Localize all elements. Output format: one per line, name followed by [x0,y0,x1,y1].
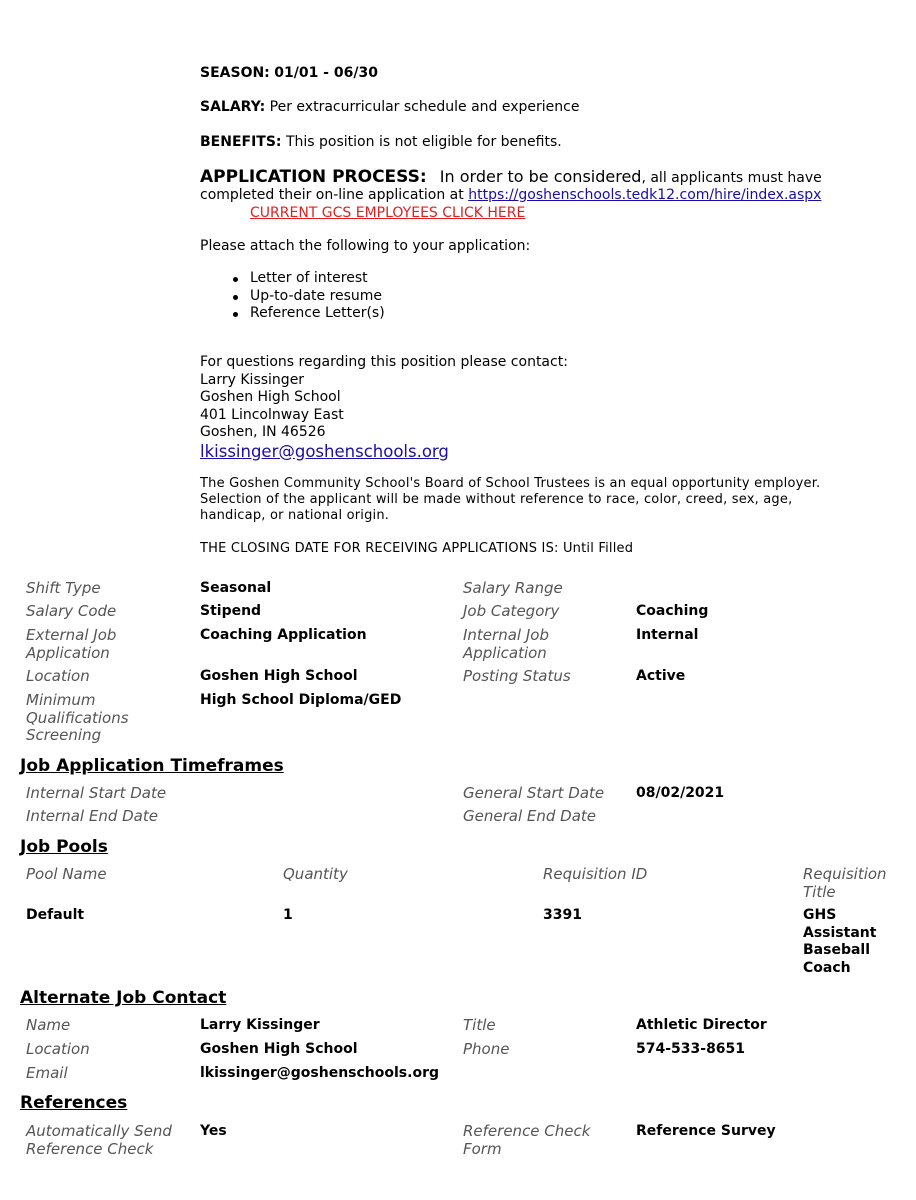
general-end-label: General End Date [463,807,597,825]
contact-email-link[interactable]: lkissinger@goshenschools.org [200,441,449,461]
posting-status-label: Posting Status [463,667,571,685]
references-heading: References [20,1093,128,1113]
contact-city: Goshen, IN 46526 [200,424,326,440]
internal-application-label-line1: Internal Job [463,626,549,644]
salary-range-label: Salary Range [463,579,563,597]
application-process-line2-text: completed their on-line application at [200,187,464,203]
contact-block [200,354,568,461]
alt-title-label: Title [463,1016,496,1034]
benefits-value: This position is not eligible for benefits. [285,134,562,150]
benefits-label: BENEFITS: [200,134,282,150]
alt-location-label: Location [26,1040,90,1058]
min-qualifications-label-line3: Screening [26,726,102,744]
contact-intro: For questions regarding this position please contact: [200,354,568,370]
internal-application-label [463,627,549,662]
attach-intro: Please attach the following to your application: [200,238,531,254]
pool-name-value: Default [26,907,85,923]
eoe-block [200,476,820,524]
auto-send-label-line1: Automatically Send [26,1122,172,1140]
application-process-text-a: In order to be considered [439,167,642,186]
apply-url-link[interactable]: https://goshenschools.tedk12.com/hire/index.aspx [468,187,822,203]
requisition-title-line1: GHS [803,907,837,923]
alt-location-value: Goshen High School [200,1041,358,1057]
contact-address: 401 Lincolnway East [200,406,344,423]
season-line [200,65,378,81]
alt-email-label: Email [26,1064,68,1082]
reference-form-value: Reference Survey [636,1123,776,1139]
shift-type-value: Seasonal [200,580,272,596]
closing-date: THE CLOSING DATE FOR RECEIVING APPLICATIONS IS: Until Filled [200,541,634,556]
benefits-line [200,134,562,150]
salary-line [200,99,579,115]
list-item: Reference Letter(s) [250,305,385,321]
eoe-line-3: handicap, or national origin. [200,508,390,523]
job-category-label: Job Category [463,602,560,620]
requisition-title-line4: Coach [803,959,851,976]
reference-form-label-line2: Form [463,1139,502,1158]
posting-status-value: Active [636,668,686,684]
min-qualifications-value: High School Diploma/GED [200,692,402,708]
job-category-value: Coaching [636,603,709,619]
pool-name-header: Pool Name [26,865,107,883]
application-process-line2 [200,187,821,203]
internal-application-label-line2: Application [463,643,547,662]
quantity-value: 1 [283,907,293,923]
requisition-title-header-line2: Title [803,882,836,901]
auto-send-label [26,1123,172,1158]
alt-name-value: Larry Kissinger [200,1017,320,1033]
application-process-line [200,167,822,187]
general-start-label: General Start Date [463,784,605,802]
general-start-value: 08/02/2021 [636,785,725,801]
season-label: SEASON: [200,65,270,81]
reference-form-label [463,1123,590,1158]
location-label: Location [26,667,90,685]
auto-send-value: Yes [200,1123,227,1139]
requisition-title-line2: Assistant [803,924,877,941]
requisition-title-header [803,866,887,901]
salary-code-label: Salary Code [26,602,117,620]
external-application-label-line2: Application [26,643,110,662]
salary-label: SALARY: [200,99,266,115]
list-item: Letter of interest [250,270,385,288]
min-qualifications-label-line1: Minimum [26,691,96,709]
requisition-title-line3: Baseball [803,942,871,958]
auto-send-label-line2: Reference Check [26,1139,154,1158]
location-value: Goshen High School [200,668,358,684]
requisition-id-header: Requisition ID [543,865,648,883]
alt-phone-value: 574-533-8651 [636,1041,746,1057]
alternate-contact-heading: Alternate Job Contact [20,988,227,1008]
external-application-label [26,627,116,662]
internal-end-label: Internal End Date [26,807,158,825]
min-qualifications-label-line2: Qualifications [26,708,129,727]
requisition-title-value [803,907,876,977]
contact-school: Goshen High School [200,389,341,405]
shift-type-label: Shift Type [26,579,101,597]
alt-title-value: Athletic Director [636,1017,767,1033]
application-process-text-b: , all applicants must have [641,170,822,186]
internal-application-value: Internal [636,627,699,643]
current-employees-link[interactable]: CURRENT GCS EMPLOYEES CLICK HERE [250,205,526,221]
alt-name-label: Name [26,1016,71,1034]
min-qualifications-label [26,692,129,745]
timeframes-heading: Job Application Timeframes [20,756,284,776]
salary-code-value: Stipend [200,603,262,619]
reference-form-label-line1: Reference Check [463,1122,591,1140]
eoe-line-1: The Goshen Community School's Board of School Trustees is an equal opportunity employer. [200,476,821,491]
external-application-value: Coaching Application [200,627,367,643]
season-value: 01/01 - 06/30 [274,65,378,81]
job-pools-heading: Job Pools [20,837,108,857]
requisition-title-header-line1: Requisition [803,865,887,883]
attachments-list [250,270,385,323]
quantity-header: Quantity [283,865,348,883]
internal-start-label: Internal Start Date [26,784,167,802]
alt-email-value: lkissinger@goshenschools.org [200,1065,439,1081]
eoe-line-2: Selection of the applicant will be made without reference to race, color, creed, sex, age, [200,492,793,507]
salary-value: Per extracurricular schedule and experience [269,99,580,115]
contact-name: Larry Kissinger [200,371,305,388]
requisition-id-value: 3391 [543,907,582,923]
external-application-label-line1: External Job [26,626,117,644]
alt-phone-label: Phone [463,1040,510,1058]
application-process-label: APPLICATION PROCESS: [200,167,427,187]
list-item: Up-to-date resume [250,288,385,306]
